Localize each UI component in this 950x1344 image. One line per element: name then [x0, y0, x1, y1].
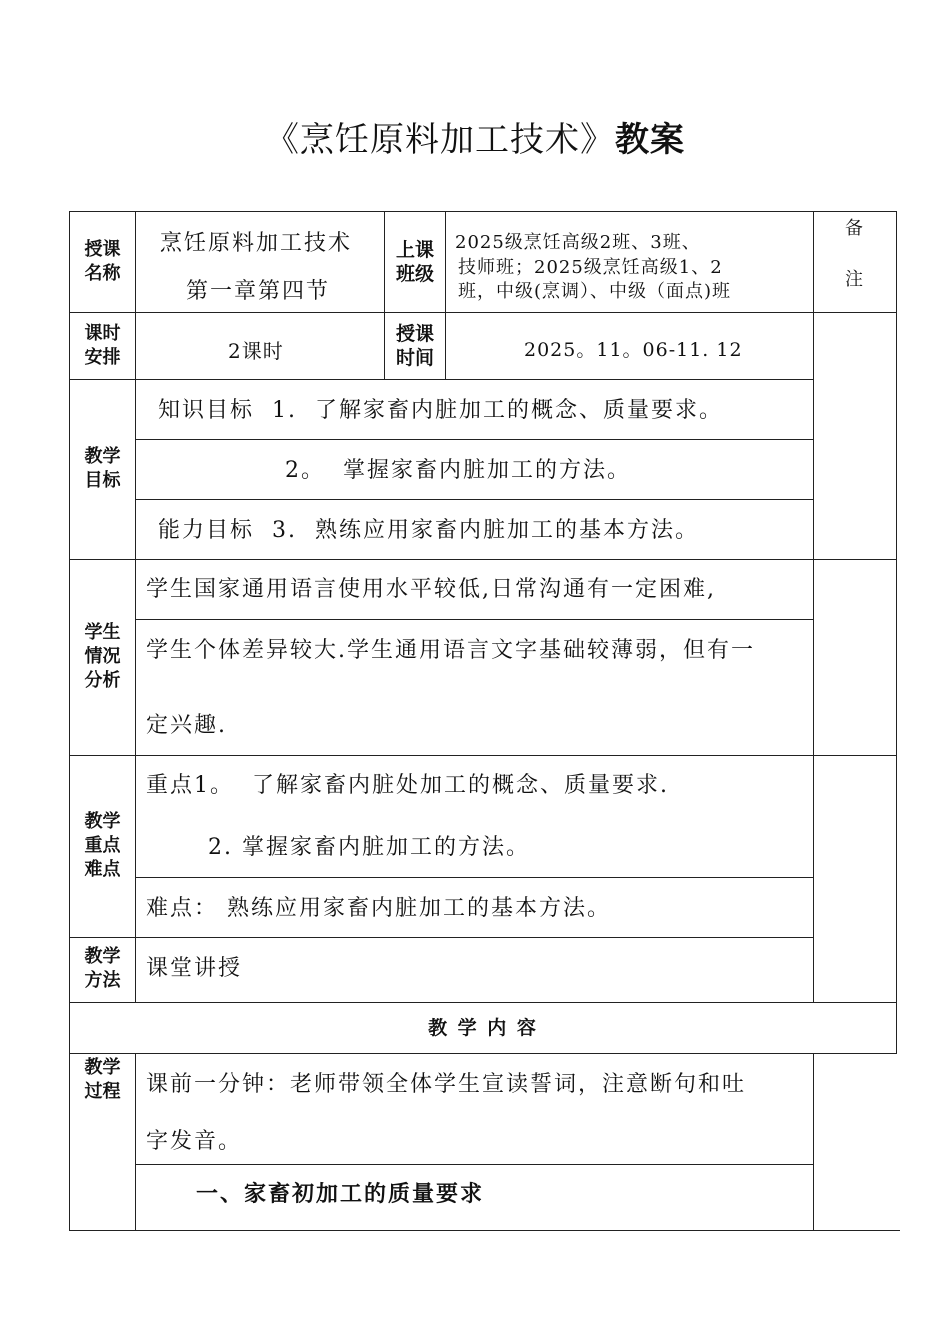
hours-value: 2课时	[228, 339, 284, 363]
class-line2: 技师班；2025级烹饪高级1、2	[458, 257, 723, 278]
class-line1: 2025级烹饪高级2班、3班、	[455, 232, 701, 253]
process-line1: 课前一分钟：老师带领全体学生宣读誓词，注意断句和吐	[146, 1072, 747, 1097]
class-label: 上课 班级	[395, 239, 434, 285]
method-label: 教学 方法	[84, 946, 121, 991]
students-line3: 定兴趣.	[146, 713, 227, 738]
keypoints-line1: 重点1。 了解家畜内脏处加工的概念、质量要求.	[146, 773, 669, 798]
students-line1: 学生国家通用语言使用水平较低,日常沟通有一定困难,	[146, 577, 716, 602]
remark-label-bottom: 注	[845, 269, 864, 290]
students-label: 学生 情况 分析	[84, 622, 121, 691]
students-line2: 学生个体差异较大.学生通用语言文字基础较薄弱，但有一	[146, 638, 755, 663]
objectives-label: 教学 目标	[84, 446, 121, 491]
hours-label: 课时 安排	[84, 323, 121, 368]
objective-line3: 能力目标 3. 熟练应用家畜内脏加工的基本方法。	[158, 518, 699, 543]
objective-line1: 知识目标 1. 了解家畜内脏加工的概念、质量要求。	[158, 398, 723, 423]
course-name-line2: 第一章第四节	[186, 279, 331, 304]
process-line2: 字发音。	[146, 1129, 243, 1154]
class-line3: 班，中级(烹调）、中级（面点)班	[458, 281, 732, 302]
remark-label-top: 备	[845, 218, 864, 239]
method-value: 课堂讲授	[146, 956, 243, 981]
time-label: 授课 时间	[395, 323, 434, 369]
objective-line2: 2。 掌握家畜内脏加工的方法。	[285, 458, 631, 483]
course-name-line1: 烹饪原料加工技术	[160, 231, 353, 256]
course-name-label: 授课 名称	[84, 239, 121, 284]
process-section-heading: 一、家畜初加工的质量要求	[196, 1182, 485, 1207]
content-header: 教 学 内 容	[428, 1017, 538, 1039]
keypoints-line2: 2. 掌握家畜内脏加工的方法。	[208, 835, 530, 860]
time-value: 2025。11。06-11. 12	[524, 339, 743, 361]
document-title: 《烹饪原料加工技术》教案	[265, 120, 685, 160]
process-label: 教学 过程	[84, 1057, 121, 1102]
keypoints-line3: 难点： 熟练应用家畜内脏加工的基本方法。	[146, 896, 611, 921]
keypoints-label: 教学 重点 难点	[84, 811, 121, 880]
